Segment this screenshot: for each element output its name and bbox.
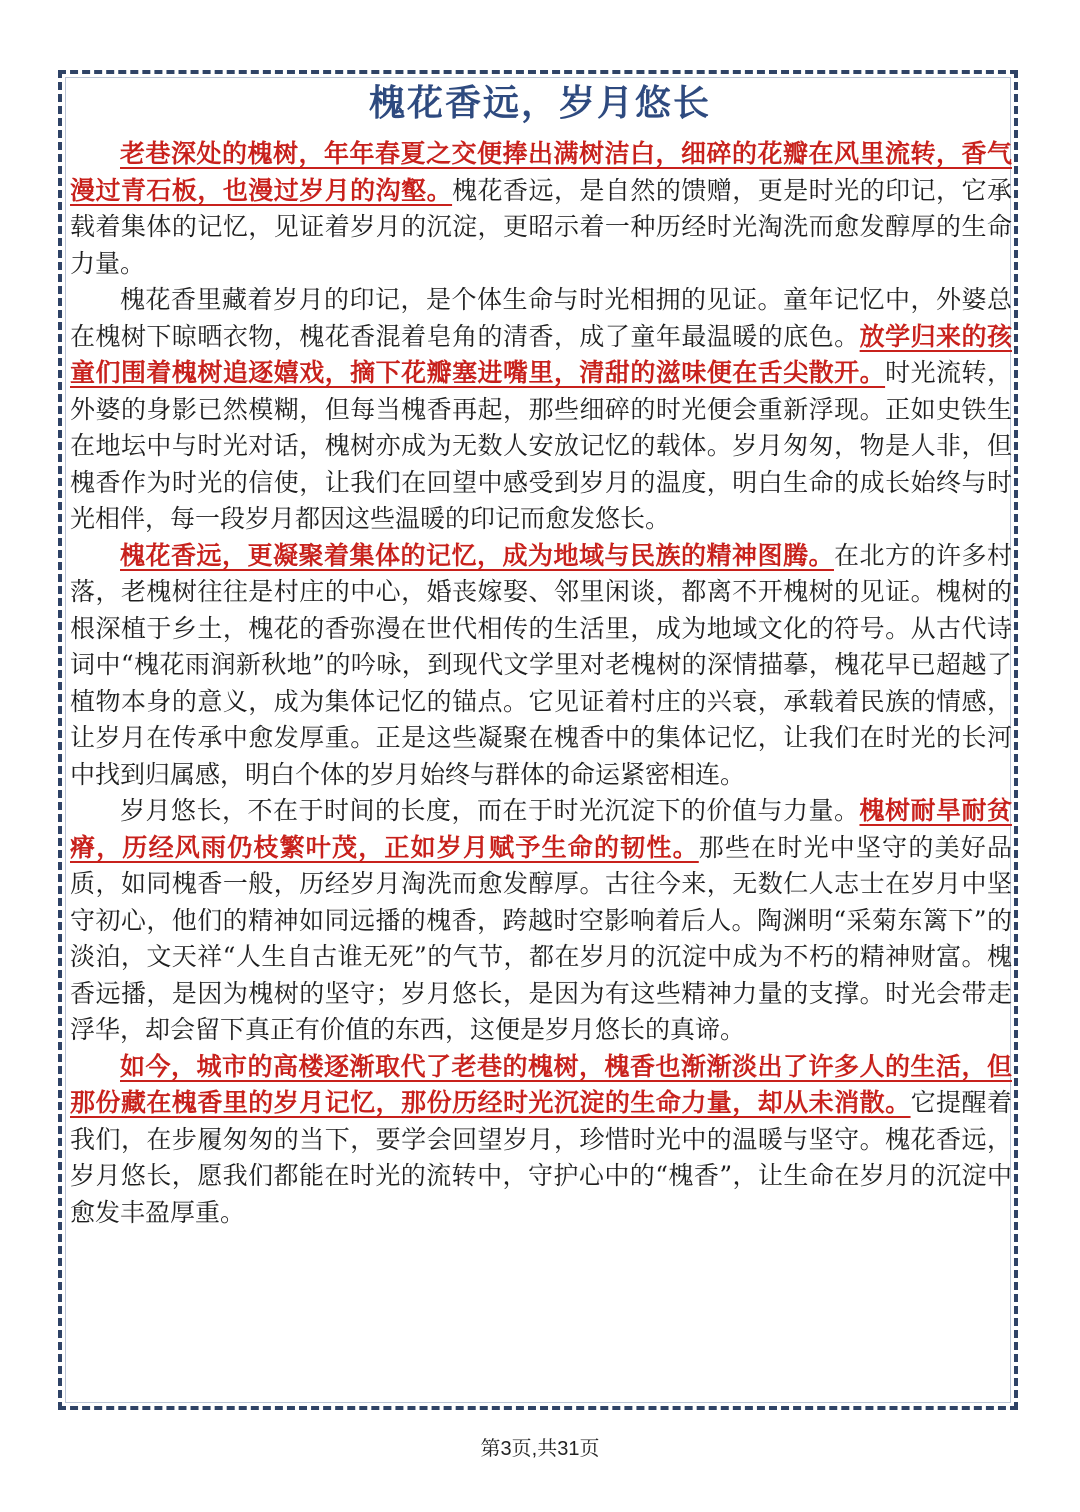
highlighted-sentence: 老巷深处的槐树，年年春夏之交便捧出满树洁白，细碎的花瓣在风里流转，香气漫过青石板，也漫过岁月的沟壑。 — [70, 139, 1012, 205]
paragraph-text: 它提醒着我们，在步履匆匆的当下，要学会回望岁月，珍惜时光中的温暖与坚守。槐花香远，岁月悠长，愿我们都能在时光的流转中，守护心中的“槐香”，让生命在岁月的沉淀中愈发丰盈厚重。 — [70, 1088, 1012, 1227]
essay-body — [70, 136, 1012, 1231]
page-number: 第3页,共31页 — [480, 1438, 600, 1460]
paragraph-text: 岁月悠长，不在于时间的长度，而在于时光沉淀下的价值与力量。 — [120, 796, 860, 825]
highlighted-sentence: 放学归来的孩童们围着槐树追逐嬉戏，摘下花瓣塞进嘴里，清甜的滋味便在舌尖散开。 — [70, 321, 1012, 387]
paragraph-text: 槐花香远，是自然的馈赠，更是时光的印记，它承载着集体的记忆，见证着岁月的沉淀，更昭示着一种历经时光淘洗而愈发醇厚的生命力量。 — [70, 175, 1012, 278]
paragraph-1 — [70, 136, 1012, 282]
paragraph-text: 时光流转，外婆的身影已然模糊，但每当槐香再起，那些细碎的时光便会重新浮现。正如史铁生在地坛中与时光对话，槐树亦成为无数人安放记忆的载体。岁月匆匆，物是人非，但槐香作为时光的信使，让我们在回望中感受到岁月的温度，明白生命的成长始终与时光相伴，每一段岁月都因这些温暖的印记而愈发悠长。 — [70, 358, 1012, 533]
essay-title: 槐花香远，岁月悠长 — [368, 82, 711, 124]
highlighted-sentence: 如今，城市的高楼逐渐取代了老巷的槐树，槐香也渐渐淡出了许多人的生活，但那份藏在槐香里的岁月记忆，那份历经时光沉淀的生命力量，却从未消散。 — [70, 1051, 1012, 1117]
highlighted-sentence: 槐树耐旱耐贫瘠，历经风雨仍枝繁叶茂，正如岁月赋予生命的韧性。 — [70, 796, 1012, 862]
highlighted-sentence: 槐花香远，更凝聚着集体的记忆，成为地域与民族的精神图腾。 — [120, 540, 834, 570]
paragraph-text: 那些在时光中坚守的美好品质，如同槐香一般，历经岁月淘洗而愈发醇厚。古往今来，无数仁人志士在岁月中坚守初心，他们的精神如同远播的槐香，跨越时空影响着后人。陶渊明“采菊东篱下”的淡泊，文天祥“人生自古谁无死”的气节，都在岁月的沉淀中成为不朽的精神财富。槐香远播，是因为槐树的坚守；岁月悠长，是因为有这些精神力量的支撑。时光会带走浮华，却会留下真正有价值的东西，这便是岁月悠长的真谛。 — [70, 832, 1012, 1044]
paragraph-4 — [70, 793, 1012, 1049]
paragraph-2 — [70, 282, 1012, 538]
paragraph-3 — [70, 538, 1012, 794]
paragraph-text: 在北方的许多村落，老槐树往往是村庄的中心，婚丧嫁娶、邻里闲谈，都离不开槐树的见证。槐树的根深植于乡土，槐花的香弥漫在世代相传的生活里，成为地域文化的符号。从古代诗词中“槐花雨润新秋地”的吟咏，到现代文学里对老槐树的深情描摹，槐花早已超越了植物本身的意义，成为集体记忆的锚点。它见证着村庄的兴衰，承载着民族的情感，让岁月在传承中愈发厚重。正是这些凝聚在槐香中的集体记忆，让我们在时光的长河中找到归属感，明白个体的岁月始终与群体的命运紧密相连。 — [70, 540, 1012, 789]
paragraph-5 — [70, 1049, 1012, 1232]
paragraph-text: 槐花香里藏着岁月的印记，是个体生命与时光相拥的见证。童年记忆中，外婆总在槐树下晾晒衣物，槐花香混着皂角的清香，成了童年最温暖的底色。 — [70, 285, 1012, 351]
